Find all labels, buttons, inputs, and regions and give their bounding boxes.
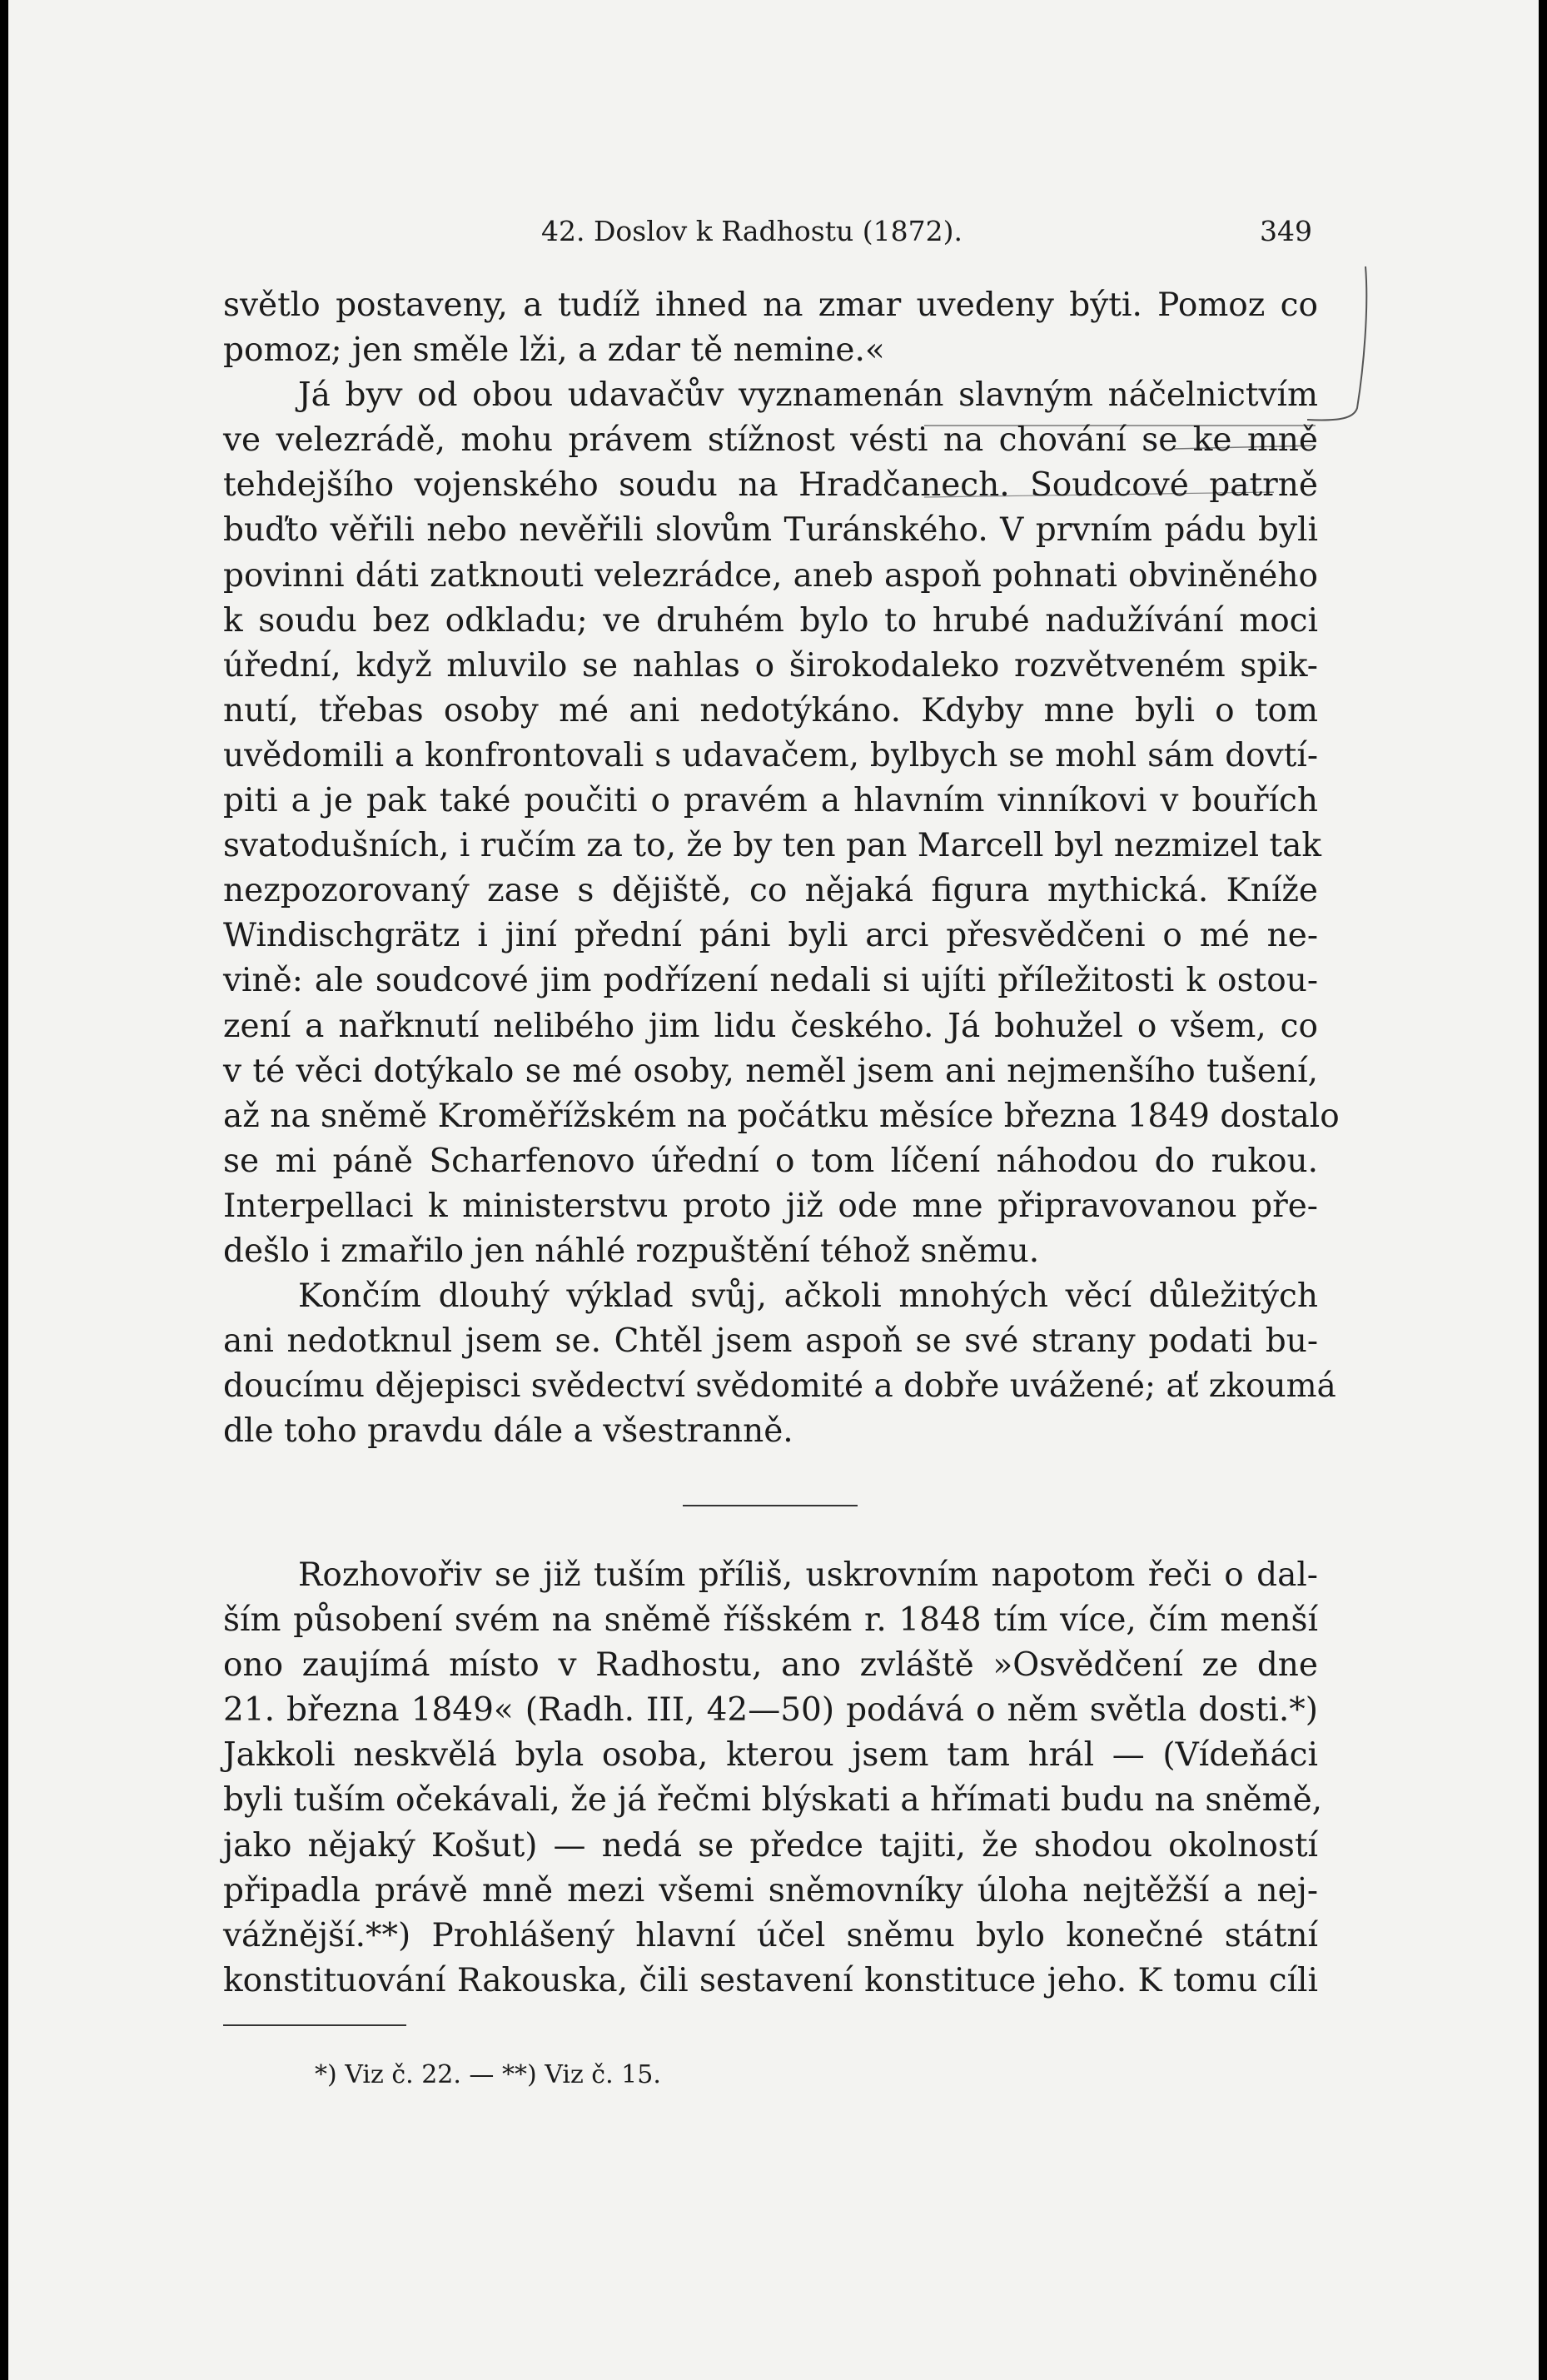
text-line: připadla právě mně mezi všemi sněmovníky úloha nejtěžší a nej-: [223, 1871, 1318, 1909]
text-line: dešlo i zmařilo jen náhlé rozpuštění téhož sněmu.: [223, 1232, 1040, 1270]
text-line: vážnější.**) Prohlášený hlavní účel sněmu bylo konečné státní: [223, 1916, 1318, 1954]
text-line: Já byv od obou udavačův vyznamenán slavným náčelnictvím: [298, 376, 1318, 415]
text-line: Interpellaci k ministerstvu proto již ode mne připravovanou pře-: [223, 1187, 1318, 1225]
text-line: úřední, když mluvilo se nahlas o širokodaleko rozvětveném spik-: [223, 646, 1318, 685]
text-line: konstituování Rakouska, čili sestavení konstituce jeho. K tomu cíli: [223, 1961, 1318, 1999]
text-line: nezpozorovaný zase s dějiště, co nějaká figura mythická. Kníže: [223, 872, 1318, 910]
text-line: doucímu dějepisci svědectví svědomité a dobře uvážené; ať zkoumá: [223, 1367, 1336, 1406]
text-line: Končím dlouhý výklad svůj, ačkoli mnohých věcí důležitých: [298, 1277, 1318, 1316]
text-line: pomoz; jen směle lži, a zdar tě nemine.«: [223, 331, 885, 370]
footnote-rule: [223, 2024, 406, 2026]
footnote: *) Viz č. 22. — **) Viz č. 15.: [315, 2060, 661, 2089]
text-line: zení a nařknutí nelibého jim lidu českého. Já bohužel o všem, co: [223, 1007, 1318, 1045]
text-line: v té věci dotýkalo se mé osoby, neměl jsem ani nejmenšího tušení,: [223, 1052, 1318, 1090]
text-line: tehdejšího vojenského soudu na Hradčanech. Soudcové patrně: [223, 466, 1318, 505]
text-line: buďto věřili nebo nevěřili slovům Turánského. V prvním pádu byli: [223, 511, 1318, 550]
text-line: světlo postaveny, a tudíž ihned na zmar uvedeny býti. Pomoz co: [223, 286, 1318, 324]
text-line: se mi páně Scharfenovo úřední o tom líčení náhodou do rukou.: [223, 1142, 1318, 1180]
running-header: [541, 215, 1312, 247]
text-line: uvědomili a konfrontovali s udavačem, bylbych se mohl sám dovtí-: [223, 736, 1318, 774]
chapter-title: 42. Doslov k Radhostu (1872).: [541, 215, 963, 247]
text-line: povinni dáti zatknouti velezrádce, aneb aspoň pohnati obviněného: [223, 556, 1318, 595]
text-line: nutí, třebas osoby mé ani nedotýkáno. Kdyby mne byli o tom: [223, 691, 1318, 729]
text-line: ším působení svém na sněmě říšském r. 1848 tím více, čím menší: [223, 1601, 1318, 1640]
text-line: piti a je pak také poučiti o pravém a hlavním vinníkovi v bouřích: [223, 782, 1318, 820]
section-separator: [683, 1505, 858, 1506]
page-number: 349: [1260, 215, 1312, 247]
text-line: až na sněmě Kroměřížském na počátku měsíce března 1849 dostalo: [223, 1097, 1340, 1135]
paragraph-block-2: [223, 1553, 1323, 2004]
text-line: Rozhovořiv se již tuším příliš, uskrovním napotom řeči o dal-: [298, 1556, 1318, 1594]
text-line: byli tuším očekávali, že já řečmi blýskati a hřímati budu na sněmě,: [223, 1781, 1323, 1820]
text-line: dle toho pravdu dále a všestranně.: [223, 1412, 793, 1451]
book-page: [8, 0, 1539, 2380]
text-line: svatodušních, i ručím za to, že by ten pan Marcell byl nezmizel tak: [223, 827, 1321, 865]
text-line: ani nedotknul jsem se. Chtěl jsem aspoň se své strany podati bu-: [223, 1322, 1318, 1361]
text-line: 21. března 1849« (Radh. III, 42—50) podává o něm světla dosti.*): [223, 1691, 1318, 1730]
text-line: ono zaujímá místo v Radhostu, ano zvláště »Osvědčení ze dne: [223, 1646, 1318, 1685]
text-line: k soudu bez odkladu; ve druhém bylo to hrubé nadužívání moci: [223, 601, 1318, 640]
paragraph-block-1: [223, 283, 1340, 1454]
text-line: jako nějaký Košut) — nedá se předce tajiti, že shodou okolností: [223, 1826, 1318, 1865]
text-line: Jakkoli neskvělá byla osoba, kterou jsem tam hrál — (Vídeňáci: [223, 1736, 1318, 1775]
text-line: ve velezrádě, mohu právem stížnost vésti na chování se ke mně: [223, 421, 1318, 460]
text-line: vině: ale soudcové jim podřízení nedali si ujíti příležitosti k ostou-: [223, 962, 1318, 1000]
text-line: Windischgrätz i jiní přední páni byli arci přesvědčeni o mé ne-: [223, 917, 1318, 955]
